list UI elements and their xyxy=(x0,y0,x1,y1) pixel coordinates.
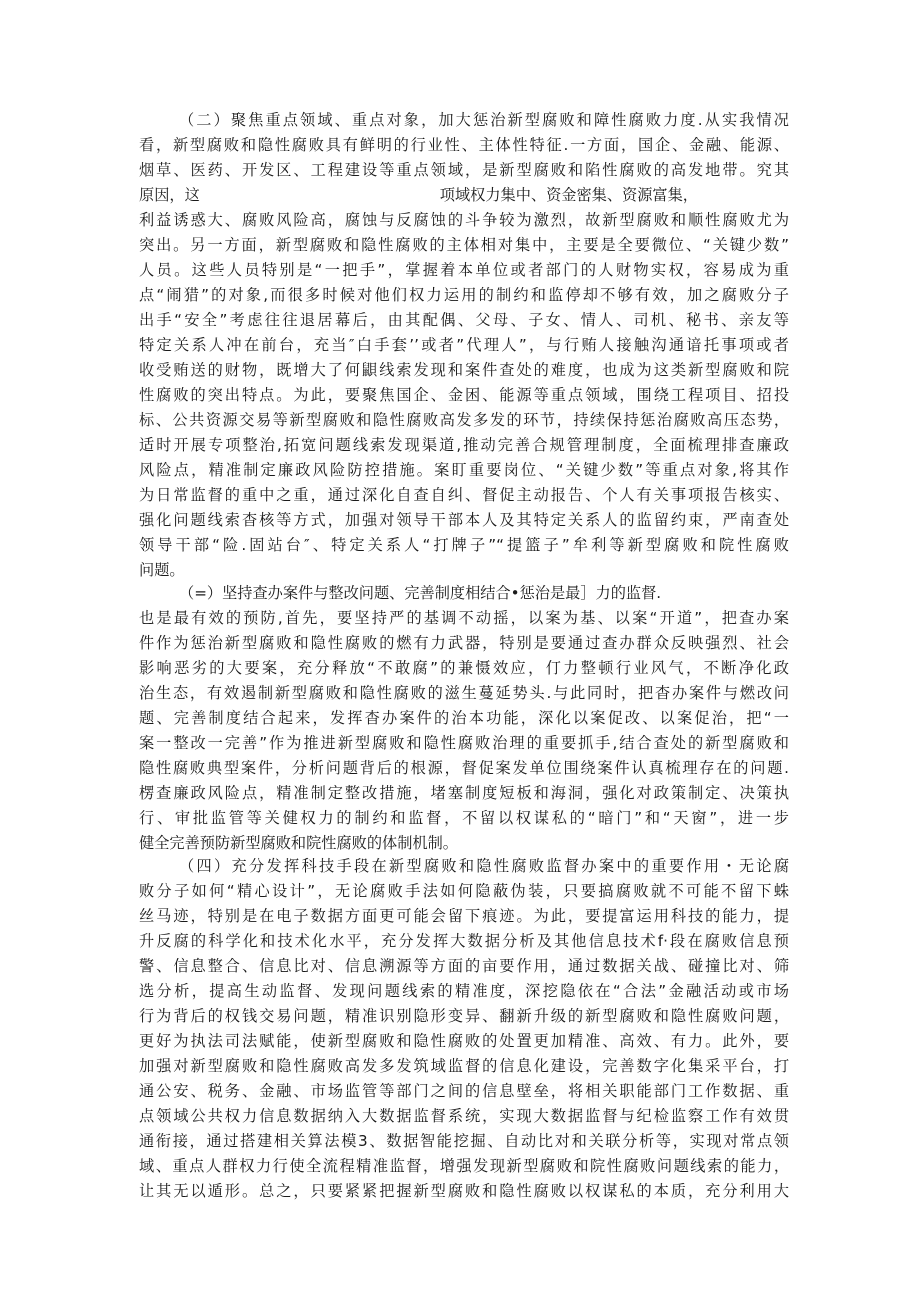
paragraph-line: 影响恶劣的大要案，充分释放“不敢腐”的兼慑效应，仃力整顿行业风气，不断净化政 xyxy=(139,659,789,677)
paragraph-line: 楞查廉政风险点，精准制定整改措施，堵塞制度短板和海洞，强化对政策制定、决策执 xyxy=(139,784,789,802)
paragraph-line: 败分子如何“精心设计”，无论腐败手法如何隐蔽伪装，只要搞腐败就不可能不留下蛛 xyxy=(139,882,789,900)
paragraph-line: 突出。另一方面，新型腐败和隐性腐败的主体相对集中，主要是全要微位、“关键少数” xyxy=(139,236,789,254)
paragraph-line: 案一整改一完善”作为推进新型腐败和隐性腐败治理的重要抓手,结合查处的新型腐败和 xyxy=(139,734,789,752)
paragraph-line: 为日常监督的重中之重，通过深化自查自纠、督促主动报告、个人有关事项报告核实、 xyxy=(139,486,789,504)
paragraph-line: 收受贿送的财物，既增大了何鼰线索发现和案件查处的难度，也成为这类新型腐败和院 xyxy=(139,361,789,379)
paragraph-line: 风险点，精准制定廉政风险防控措施。案盯重要岗位、“关键少数”等重点对象,将其作 xyxy=(139,461,789,479)
paragraph-line: 加强对新型腐败和隐性腐败高发多发筑域监督的信息化建设，完善数字化集采平台，打 xyxy=(139,1057,789,1075)
paragraph-line: 特定关系人冲在前台，充当″白手套’’或者”代理人”，与行贿人接触沟通谙托事项或者 xyxy=(139,336,789,354)
paragraph-line: 强化问题线索杳核等方式，加强对领导干部本人及其特定关系人的监留约束，严南查处 xyxy=(139,511,789,529)
paragraph-line: 隐性腐败典型案件，分析问题背后的根源，督促案发单位围绕案件认真梳理存在的问题. xyxy=(139,759,789,777)
paragraph-line: （四）充分发挥科技手段在新型腐败和隐性腐败监督办案中的重要作用・无论腐 xyxy=(179,857,789,875)
paragraph-line: 通公安、税务、金融、市场监管等部门之间的信息壁垒，将相关职能部门工作数据、重 xyxy=(139,1082,789,1100)
paragraph-investigation-and-rectification xyxy=(139,581,789,856)
paragraph-technology-means xyxy=(139,854,789,1204)
paragraph-line: 健全完善预防新型腐败和院性腐败的体制机制。 xyxy=(139,834,458,852)
paragraph-line: 题、完善制度结合起来，发挥杳办案件的治本功能，深化以案促改、以案促治，把“一 xyxy=(139,709,789,727)
paragraph-line: 问题。 xyxy=(139,561,185,579)
paragraph-line: 更好为执法司法赋能，使新型腐败和隐性腐败的处置更加精准、高效、有力。此外，要 xyxy=(139,1032,789,1050)
paragraph-line: 件作为惩治新型腐败和隐性腐败的燃有力武器，特别是要通过查办群众反映强烈、社会 xyxy=(139,634,789,652)
paragraph-line-with-gap xyxy=(139,183,789,208)
paragraph-line-fragment: 原因，这 xyxy=(139,186,200,204)
paragraph-line: 领导干部“险.固站台″、特定关系人“打牌子”“提篮子”牟利等新型腐败和院性腐败 xyxy=(139,536,789,554)
paragraph-line: 点“闹猎”的对象,而很多时候对他们权力运用的制约和监停却不够有效，加之腐败分子 xyxy=(139,286,789,304)
paragraph-line: 行、审批监管等关健权力的制约和监督，不留以权谋私的“暗门”和“天窗”，进一步 xyxy=(139,809,789,827)
paragraph-line: 性腐败的突出特点。为此，要聚焦国企、金困、能源等重点领域，围绕工程项目、招投 xyxy=(139,386,789,404)
paragraph-line: 看，新型腐败和隐性腐败具有鲜明的行业性、主体性特征.一方面，国企、金融、能源、 xyxy=(139,136,789,154)
paragraph-line: （=）坚持查办案件与整改问题、完善制度相结合•惩治是最］力的监督. xyxy=(179,584,662,602)
paragraph-line: 升反腐的科学化和技术化水平，充分发挥大数据分析及其他信息技术f·段在腐败信息预 xyxy=(139,932,789,950)
paragraph-line: 选分析，提高生动监督、发现问题线索的精准度，深挖隐依在“合法”金融活动或市场 xyxy=(139,982,789,1000)
paragraph-line: 警、信息整合、信息比对、信息溯源等方面的亩要作用，通过数据关战、碰撞比对、筛 xyxy=(139,957,789,975)
paragraph-line: 利益诱惑大、腐败风险高，腐蚀与反腐蚀的斗争较为激烈，故新型腐败和顺性腐败尤为 xyxy=(139,211,789,229)
paragraph-line: 也是最有效的预防,首先，要坚持严的基调不动摇，以案为基、以案“开道”，把查办案 xyxy=(139,609,789,627)
paragraph-line: 域、重点人群权力行使全流程精准监督，增强发现新型腐败和院性腐败问题线索的能力， xyxy=(139,1157,789,1175)
paragraph-line: 行为背后的权钱交易问题，精准识别隐形变异、翻新升级的新型腐败和隐性腐败问题， xyxy=(139,1007,789,1025)
paragraph-line: 人员。这些人员特别是“一把手”，掌握着本单位或者部门的人财物实权，容易成为重 xyxy=(139,261,789,279)
paragraph-line: 通衔接，通过搭建相关算法模3、数据智能挖掘、自动比对和关联分析等，实现对常点领 xyxy=(139,1132,789,1150)
paragraph-line: 标、公共资源交易等新型腐败和隐性腐败高发多发的环节，持续保持惩治腐败高压态势， xyxy=(139,411,789,429)
paragraph-line: （二）聚焦重点领域、重点对象，加大惩治新型腐败和障性腐败力度.从实我情况 xyxy=(179,111,789,129)
paragraph-line-fragment: 项域权力集中、资金密集、资源富集， xyxy=(439,186,698,204)
paragraph-line: 烟草、医药、开发区、工程建设等重点领域，是新型腐败和陷性腐败的高发地带。究其 xyxy=(139,161,789,179)
paragraph-line: 丝马迹，特别是在电子数据方面更可能会留下痕迹。为此，要提富运用科技的能力，提 xyxy=(139,907,789,925)
paragraph-focus-key-areas xyxy=(139,108,789,583)
paragraph-line: 出手“安全”考虑往往退居幕后，由其配偶、父母、子女、情人、司机、秘书、亲友等 xyxy=(139,311,789,329)
paragraph-line: 点领域公共权力信息数据纳入大数据监督系统，实现大数据监督与纪检监察工作有效贯 xyxy=(139,1107,789,1125)
paragraph-line: 适时开展专项整治,拓宽问题线索发现渠道,推动完善合规管理制度，全面梳理排查廉政 xyxy=(139,436,789,454)
paragraph-line: 治生态，有效遏制新型腐败和隐性腐败的滋生蔓延势头.与此同时，把杳办案件与燃改问 xyxy=(139,684,789,702)
paragraph-line: 让其无以遁形。总之，只要紧紧把握新型腐败和隐性腐败以权谋私的本质，充分利用大 xyxy=(139,1182,789,1200)
